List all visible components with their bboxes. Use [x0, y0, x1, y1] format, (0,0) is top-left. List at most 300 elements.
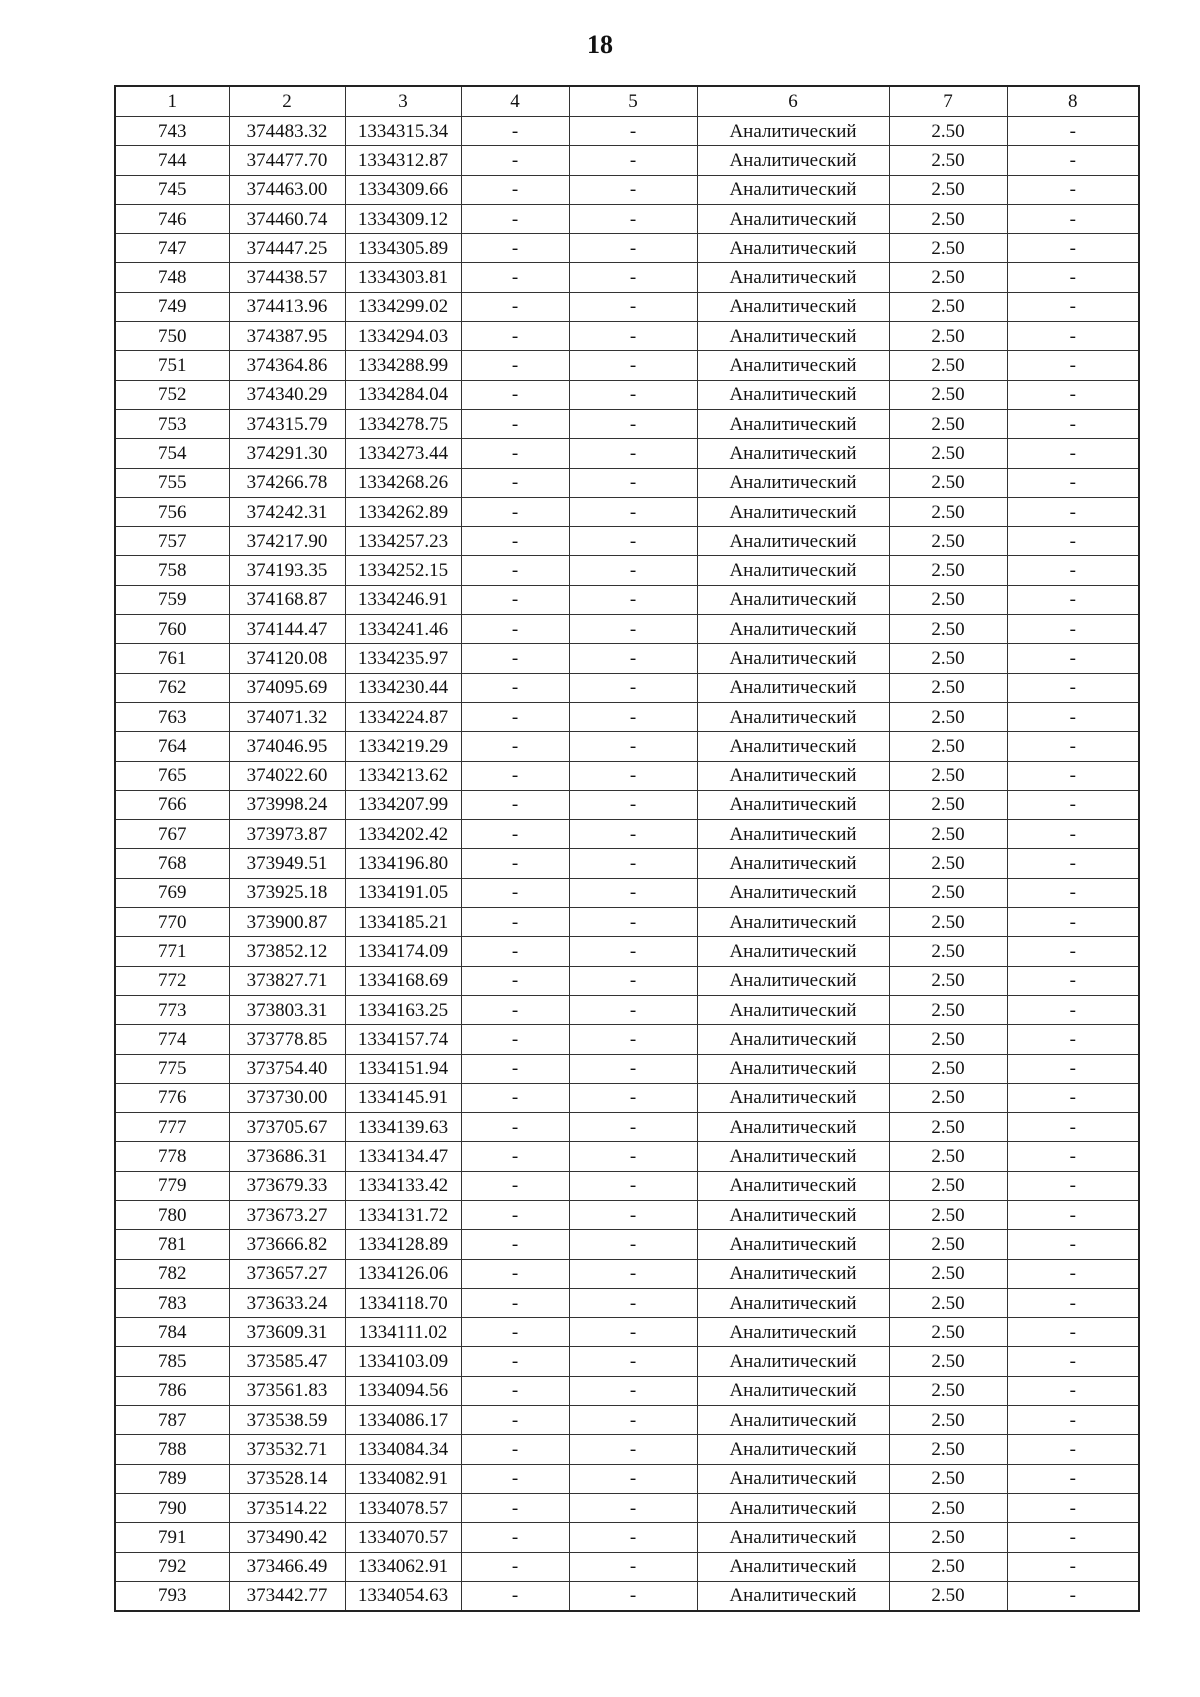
method-cell: Аналитический	[697, 1493, 889, 1522]
y-coordinate-cell: 1334202.42	[345, 820, 461, 849]
accuracy-cell: 2.50	[889, 351, 1007, 380]
y-coordinate-cell: 1334157.74	[345, 1025, 461, 1054]
method-cell: Аналитический	[697, 966, 889, 995]
column-8-cell: -	[1007, 702, 1139, 731]
table-row	[115, 644, 1139, 673]
column-4-cell: -	[461, 1493, 569, 1522]
x-coordinate-cell: 374315.79	[229, 409, 345, 438]
column-5-cell: -	[569, 204, 697, 233]
column-4-cell: -	[461, 1464, 569, 1493]
column-4-cell: -	[461, 1054, 569, 1083]
y-coordinate-cell: 1334094.56	[345, 1376, 461, 1405]
method-cell: Аналитический	[697, 468, 889, 497]
column-5-cell: -	[569, 380, 697, 409]
column-4-cell: -	[461, 527, 569, 556]
column-4-cell: -	[461, 644, 569, 673]
accuracy-cell: 2.50	[889, 1083, 1007, 1112]
table-row	[115, 1552, 1139, 1581]
column-5-cell: -	[569, 966, 697, 995]
column-5-cell: -	[569, 1200, 697, 1229]
accuracy-cell: 2.50	[889, 1406, 1007, 1435]
column-4-cell: -	[461, 439, 569, 468]
column-5-cell: -	[569, 1025, 697, 1054]
accuracy-cell: 2.50	[889, 1230, 1007, 1259]
column-8-cell: -	[1007, 878, 1139, 907]
accuracy-cell: 2.50	[889, 644, 1007, 673]
coordinates-table	[114, 85, 1140, 1612]
method-cell: Аналитический	[697, 146, 889, 175]
column-8-cell: -	[1007, 790, 1139, 819]
column-8-cell: -	[1007, 351, 1139, 380]
x-coordinate-cell: 374193.35	[229, 556, 345, 585]
point-number-cell: 789	[115, 1464, 229, 1493]
point-number-cell: 774	[115, 1025, 229, 1054]
column-header: 5	[569, 86, 697, 117]
accuracy-cell: 2.50	[889, 908, 1007, 937]
point-number-cell: 771	[115, 937, 229, 966]
column-8-cell: -	[1007, 1435, 1139, 1464]
column-8-cell: -	[1007, 1025, 1139, 1054]
y-coordinate-cell: 1334134.47	[345, 1142, 461, 1171]
accuracy-cell: 2.50	[889, 117, 1007, 146]
accuracy-cell: 2.50	[889, 1259, 1007, 1288]
column-8-cell: -	[1007, 732, 1139, 761]
x-coordinate-cell: 373679.33	[229, 1171, 345, 1200]
table-row	[115, 1318, 1139, 1347]
x-coordinate-cell: 373730.00	[229, 1083, 345, 1112]
column-5-cell: -	[569, 439, 697, 468]
column-5-cell: -	[569, 878, 697, 907]
x-coordinate-cell: 373686.31	[229, 1142, 345, 1171]
column-5-cell: -	[569, 1083, 697, 1112]
x-coordinate-cell: 373925.18	[229, 878, 345, 907]
table-row	[115, 1259, 1139, 1288]
method-cell: Аналитический	[697, 497, 889, 526]
column-4-cell: -	[461, 380, 569, 409]
x-coordinate-cell: 374291.30	[229, 439, 345, 468]
table-row	[115, 1523, 1139, 1552]
column-8-cell: -	[1007, 1376, 1139, 1405]
method-cell: Аналитический	[697, 908, 889, 937]
accuracy-cell: 2.50	[889, 1435, 1007, 1464]
point-number-cell: 766	[115, 790, 229, 819]
method-cell: Аналитический	[697, 439, 889, 468]
accuracy-cell: 2.50	[889, 263, 1007, 292]
point-number-cell: 778	[115, 1142, 229, 1171]
point-number-cell: 746	[115, 204, 229, 233]
x-coordinate-cell: 373754.40	[229, 1054, 345, 1083]
column-4-cell: -	[461, 468, 569, 497]
column-8-cell: -	[1007, 1552, 1139, 1581]
x-coordinate-cell: 373666.82	[229, 1230, 345, 1259]
x-coordinate-cell: 374095.69	[229, 673, 345, 702]
table-row	[115, 1406, 1139, 1435]
column-4-cell: -	[461, 1142, 569, 1171]
y-coordinate-cell: 1334252.15	[345, 556, 461, 585]
column-5-cell: -	[569, 1493, 697, 1522]
x-coordinate-cell: 373949.51	[229, 849, 345, 878]
column-5-cell: -	[569, 1406, 697, 1435]
column-5-cell: -	[569, 1552, 697, 1581]
column-4-cell: -	[461, 263, 569, 292]
y-coordinate-cell: 1334241.46	[345, 615, 461, 644]
point-number-cell: 745	[115, 175, 229, 204]
point-number-cell: 782	[115, 1259, 229, 1288]
accuracy-cell: 2.50	[889, 1200, 1007, 1229]
y-coordinate-cell: 1334207.99	[345, 790, 461, 819]
point-number-cell: 779	[115, 1171, 229, 1200]
x-coordinate-cell: 374242.31	[229, 497, 345, 526]
column-4-cell: -	[461, 908, 569, 937]
column-4-cell: -	[461, 1259, 569, 1288]
method-cell: Аналитический	[697, 409, 889, 438]
column-header: 4	[461, 86, 569, 117]
table-row	[115, 439, 1139, 468]
accuracy-cell: 2.50	[889, 615, 1007, 644]
accuracy-cell: 2.50	[889, 1464, 1007, 1493]
accuracy-cell: 2.50	[889, 1581, 1007, 1611]
accuracy-cell: 2.50	[889, 1171, 1007, 1200]
x-coordinate-cell: 373528.14	[229, 1464, 345, 1493]
point-number-cell: 749	[115, 292, 229, 321]
page-number: 18	[587, 30, 613, 59]
point-number-cell: 768	[115, 849, 229, 878]
table-row	[115, 497, 1139, 526]
column-4-cell: -	[461, 556, 569, 585]
method-cell: Аналитический	[697, 790, 889, 819]
table-row	[115, 1171, 1139, 1200]
column-4-cell: -	[461, 292, 569, 321]
table-row	[115, 615, 1139, 644]
accuracy-cell: 2.50	[889, 1552, 1007, 1581]
table-row	[115, 117, 1139, 146]
x-coordinate-cell: 373466.49	[229, 1552, 345, 1581]
column-8-cell: -	[1007, 937, 1139, 966]
column-4-cell: -	[461, 351, 569, 380]
accuracy-cell: 2.50	[889, 380, 1007, 409]
y-coordinate-cell: 1334126.06	[345, 1259, 461, 1288]
y-coordinate-cell: 1334257.23	[345, 527, 461, 556]
y-coordinate-cell: 1334299.02	[345, 292, 461, 321]
y-coordinate-cell: 1334219.29	[345, 732, 461, 761]
method-cell: Аналитический	[697, 1347, 889, 1376]
table-row	[115, 1464, 1139, 1493]
x-coordinate-cell: 373633.24	[229, 1288, 345, 1317]
x-coordinate-cell: 373705.67	[229, 1113, 345, 1142]
x-coordinate-cell: 374477.70	[229, 146, 345, 175]
table-row	[115, 673, 1139, 702]
column-header: 2	[229, 86, 345, 117]
accuracy-cell: 2.50	[889, 234, 1007, 263]
column-5-cell: -	[569, 790, 697, 819]
column-4-cell: -	[461, 1113, 569, 1142]
column-4-cell: -	[461, 1025, 569, 1054]
column-5-cell: -	[569, 556, 697, 585]
point-number-cell: 787	[115, 1406, 229, 1435]
y-coordinate-cell: 1334082.91	[345, 1464, 461, 1493]
y-coordinate-cell: 1334131.72	[345, 1200, 461, 1229]
column-8-cell: -	[1007, 585, 1139, 614]
table-body	[115, 117, 1139, 1612]
column-8-cell: -	[1007, 673, 1139, 702]
column-5-cell: -	[569, 1054, 697, 1083]
x-coordinate-cell: 373900.87	[229, 908, 345, 937]
point-number-cell: 769	[115, 878, 229, 907]
column-8-cell: -	[1007, 146, 1139, 175]
column-8-cell: -	[1007, 761, 1139, 790]
column-8-cell: -	[1007, 527, 1139, 556]
y-coordinate-cell: 1334230.44	[345, 673, 461, 702]
point-number-cell: 792	[115, 1552, 229, 1581]
column-5-cell: -	[569, 409, 697, 438]
column-4-cell: -	[461, 409, 569, 438]
table-row	[115, 1347, 1139, 1376]
column-8-cell: -	[1007, 380, 1139, 409]
x-coordinate-cell: 374463.00	[229, 175, 345, 204]
table-row	[115, 234, 1139, 263]
accuracy-cell: 2.50	[889, 1288, 1007, 1317]
table-row	[115, 1083, 1139, 1112]
column-8-cell: -	[1007, 1493, 1139, 1522]
x-coordinate-cell: 374168.87	[229, 585, 345, 614]
x-coordinate-cell: 374340.29	[229, 380, 345, 409]
y-coordinate-cell: 1334145.91	[345, 1083, 461, 1112]
column-5-cell: -	[569, 146, 697, 175]
x-coordinate-cell: 374071.32	[229, 702, 345, 731]
accuracy-cell: 2.50	[889, 204, 1007, 233]
table-row	[115, 995, 1139, 1024]
x-coordinate-cell: 373657.27	[229, 1259, 345, 1288]
column-4-cell: -	[461, 937, 569, 966]
accuracy-cell: 2.50	[889, 1493, 1007, 1522]
column-4-cell: -	[461, 204, 569, 233]
column-8-cell: -	[1007, 468, 1139, 497]
table-row	[115, 761, 1139, 790]
y-coordinate-cell: 1334303.81	[345, 263, 461, 292]
x-coordinate-cell: 374046.95	[229, 732, 345, 761]
column-8-cell: -	[1007, 175, 1139, 204]
point-number-cell: 763	[115, 702, 229, 731]
x-coordinate-cell: 373490.42	[229, 1523, 345, 1552]
accuracy-cell: 2.50	[889, 761, 1007, 790]
column-5-cell: -	[569, 937, 697, 966]
column-4-cell: -	[461, 1347, 569, 1376]
point-number-cell: 756	[115, 497, 229, 526]
column-8-cell: -	[1007, 497, 1139, 526]
y-coordinate-cell: 1334111.02	[345, 1318, 461, 1347]
y-coordinate-cell: 1334213.62	[345, 761, 461, 790]
column-5-cell: -	[569, 615, 697, 644]
point-number-cell: 755	[115, 468, 229, 497]
column-5-cell: -	[569, 702, 697, 731]
method-cell: Аналитический	[697, 1318, 889, 1347]
table-row	[115, 322, 1139, 351]
accuracy-cell: 2.50	[889, 1376, 1007, 1405]
column-4-cell: -	[461, 1523, 569, 1552]
table-row	[115, 966, 1139, 995]
table-row	[115, 1230, 1139, 1259]
point-number-cell: 776	[115, 1083, 229, 1112]
point-number-cell: 761	[115, 644, 229, 673]
table-row	[115, 1054, 1139, 1083]
accuracy-cell: 2.50	[889, 1113, 1007, 1142]
x-coordinate-cell: 374387.95	[229, 322, 345, 351]
table-row	[115, 1493, 1139, 1522]
table-row	[115, 1200, 1139, 1229]
accuracy-cell: 2.50	[889, 175, 1007, 204]
point-number-cell: 747	[115, 234, 229, 263]
y-coordinate-cell: 1334262.89	[345, 497, 461, 526]
column-5-cell: -	[569, 820, 697, 849]
point-number-cell: 772	[115, 966, 229, 995]
point-number-cell: 791	[115, 1523, 229, 1552]
column-8-cell: -	[1007, 204, 1139, 233]
column-4-cell: -	[461, 790, 569, 819]
method-cell: Аналитический	[697, 263, 889, 292]
method-cell: Аналитический	[697, 204, 889, 233]
column-8-cell: -	[1007, 1347, 1139, 1376]
y-coordinate-cell: 1334151.94	[345, 1054, 461, 1083]
method-cell: Аналитический	[697, 673, 889, 702]
y-coordinate-cell: 1334191.05	[345, 878, 461, 907]
column-5-cell: -	[569, 761, 697, 790]
column-5-cell: -	[569, 1347, 697, 1376]
table-row	[115, 1288, 1139, 1317]
column-5-cell: -	[569, 644, 697, 673]
x-coordinate-cell: 373673.27	[229, 1200, 345, 1229]
accuracy-cell: 2.50	[889, 1318, 1007, 1347]
column-4-cell: -	[461, 673, 569, 702]
method-cell: Аналитический	[697, 732, 889, 761]
x-coordinate-cell: 373998.24	[229, 790, 345, 819]
method-cell: Аналитический	[697, 849, 889, 878]
table-row	[115, 585, 1139, 614]
table-row	[115, 175, 1139, 204]
point-number-cell: 781	[115, 1230, 229, 1259]
column-5-cell: -	[569, 1376, 697, 1405]
column-8-cell: -	[1007, 1200, 1139, 1229]
table-row	[115, 1581, 1139, 1611]
x-coordinate-cell: 373609.31	[229, 1318, 345, 1347]
method-cell: Аналитический	[697, 1406, 889, 1435]
x-coordinate-cell: 374120.08	[229, 644, 345, 673]
column-5-cell: -	[569, 673, 697, 702]
column-5-cell: -	[569, 497, 697, 526]
table-row	[115, 351, 1139, 380]
column-5-cell: -	[569, 995, 697, 1024]
method-cell: Аналитический	[697, 351, 889, 380]
table-row	[115, 1113, 1139, 1142]
x-coordinate-cell: 373532.71	[229, 1435, 345, 1464]
column-5-cell: -	[569, 1435, 697, 1464]
x-coordinate-cell: 374266.78	[229, 468, 345, 497]
column-5-cell: -	[569, 117, 697, 146]
accuracy-cell: 2.50	[889, 1347, 1007, 1376]
point-number-cell: 751	[115, 351, 229, 380]
column-5-cell: -	[569, 1581, 697, 1611]
column-8-cell: -	[1007, 1581, 1139, 1611]
table-row	[115, 820, 1139, 849]
column-8-cell: -	[1007, 409, 1139, 438]
method-cell: Аналитический	[697, 1435, 889, 1464]
accuracy-cell: 2.50	[889, 527, 1007, 556]
point-number-cell: 754	[115, 439, 229, 468]
column-4-cell: -	[461, 995, 569, 1024]
column-header: 1	[115, 86, 229, 117]
x-coordinate-cell: 374483.32	[229, 117, 345, 146]
y-coordinate-cell: 1334309.12	[345, 204, 461, 233]
column-5-cell: -	[569, 908, 697, 937]
y-coordinate-cell: 1334084.34	[345, 1435, 461, 1464]
point-number-cell: 758	[115, 556, 229, 585]
accuracy-cell: 2.50	[889, 556, 1007, 585]
table-row	[115, 878, 1139, 907]
method-cell: Аналитический	[697, 527, 889, 556]
x-coordinate-cell: 374413.96	[229, 292, 345, 321]
point-number-cell: 753	[115, 409, 229, 438]
column-8-cell: -	[1007, 234, 1139, 263]
method-cell: Аналитический	[697, 585, 889, 614]
y-coordinate-cell: 1334103.09	[345, 1347, 461, 1376]
point-number-cell: 762	[115, 673, 229, 702]
column-8-cell: -	[1007, 322, 1139, 351]
column-8-cell: -	[1007, 995, 1139, 1024]
method-cell: Аналитический	[697, 878, 889, 907]
column-5-cell: -	[569, 234, 697, 263]
accuracy-cell: 2.50	[889, 878, 1007, 907]
column-5-cell: -	[569, 1259, 697, 1288]
accuracy-cell: 2.50	[889, 995, 1007, 1024]
y-coordinate-cell: 1334196.80	[345, 849, 461, 878]
accuracy-cell: 2.50	[889, 439, 1007, 468]
method-cell: Аналитический	[697, 1142, 889, 1171]
table-row	[115, 937, 1139, 966]
column-4-cell: -	[461, 732, 569, 761]
table-row	[115, 849, 1139, 878]
accuracy-cell: 2.50	[889, 790, 1007, 819]
column-8-cell: -	[1007, 1083, 1139, 1112]
table-row	[115, 380, 1139, 409]
column-5-cell: -	[569, 849, 697, 878]
column-4-cell: -	[461, 1552, 569, 1581]
x-coordinate-cell: 373442.77	[229, 1581, 345, 1611]
method-cell: Аналитический	[697, 1376, 889, 1405]
column-header: 6	[697, 86, 889, 117]
y-coordinate-cell: 1334246.91	[345, 585, 461, 614]
x-coordinate-cell: 374460.74	[229, 204, 345, 233]
x-coordinate-cell: 374364.86	[229, 351, 345, 380]
point-number-cell: 767	[115, 820, 229, 849]
accuracy-cell: 2.50	[889, 292, 1007, 321]
point-number-cell: 793	[115, 1581, 229, 1611]
point-number-cell: 790	[115, 1493, 229, 1522]
table-row	[115, 204, 1139, 233]
accuracy-cell: 2.50	[889, 849, 1007, 878]
x-coordinate-cell: 373538.59	[229, 1406, 345, 1435]
method-cell: Аналитический	[697, 937, 889, 966]
table-row	[115, 527, 1139, 556]
y-coordinate-cell: 1334278.75	[345, 409, 461, 438]
method-cell: Аналитический	[697, 175, 889, 204]
point-number-cell: 785	[115, 1347, 229, 1376]
column-8-cell: -	[1007, 263, 1139, 292]
y-coordinate-cell: 1334128.89	[345, 1230, 461, 1259]
table-row	[115, 1142, 1139, 1171]
y-coordinate-cell: 1334139.63	[345, 1113, 461, 1142]
method-cell: Аналитический	[697, 820, 889, 849]
y-coordinate-cell: 1334168.69	[345, 966, 461, 995]
y-coordinate-cell: 1334288.99	[345, 351, 461, 380]
